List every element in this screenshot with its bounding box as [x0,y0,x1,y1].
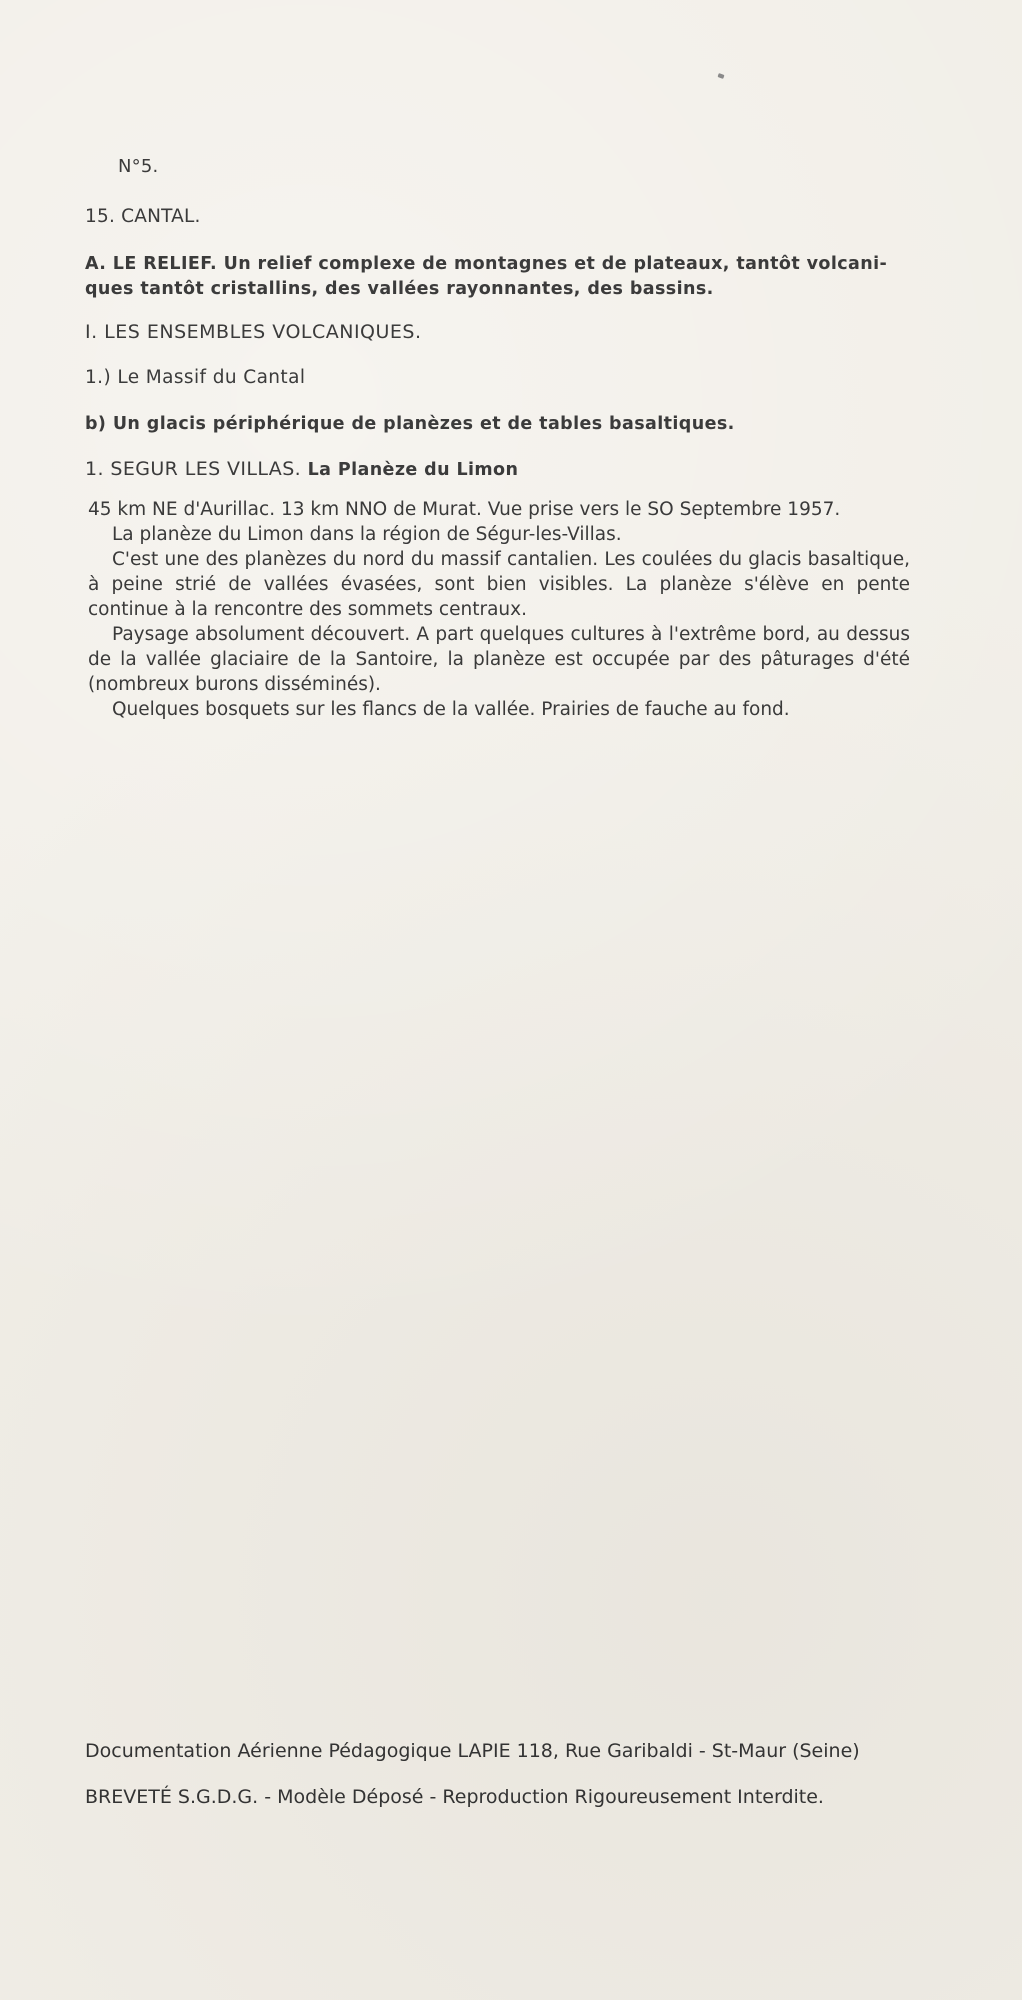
photo-name: La Planèze du Limon [307,460,519,480]
footer-copyright: BREVETÉ S.G.D.G. - Modèle Déposé - Reproduction Rigoureusement Interdite. [85,1786,824,1808]
massif-heading: 1.) Le Massif du Cantal [85,367,306,388]
section-a-title: A. LE RELIEF. [85,254,218,274]
subsection-heading: I. LES ENSEMBLES VOLCANIQUES. [85,321,422,343]
section-a-text-2: ques tantôt cristallins, des vallées rayonnantes, des bassins. [85,279,714,299]
photo-title [85,458,518,480]
description-paragraph-3: Paysage absolument découvert. A part quelques cultures à l'extrême bord, au dessus de la vallée glaciaire de la Santoire, la planèze est occupée par des pâturages d'été (nombreux burons disséminés). [88,624,910,695]
region-heading: 15. CANTAL. [85,206,201,227]
section-a-line-1 [85,254,887,274]
section-a-text-1: Un relief complexe de montagnes et de plateaux, tantôt volcani- [223,254,888,274]
sheet-number: N°5. [118,156,159,177]
footer-publisher: Documentation Aérienne Pédagogique LAPIE 118, Rue Garibaldi - St-Maur (Seine) [85,1740,860,1762]
photo-place: 1. SEGUR LES VILLAS. [85,458,302,480]
glacis-heading: b) Un glacis périphérique de planèzes et de tables basaltiques. [85,414,735,434]
photo-description [88,497,910,722]
location-text: 45 km NE d'Aurillac. 13 km NNO de Murat. Vue prise vers le SO Septembre 1957. [88,499,841,520]
description-paragraph-4: Quelques bosquets sur les flancs de la vallée. Prairies de fauche au fond. [112,699,790,720]
description-paragraph-1: La planèze du Limon dans la région de Ségur-les-Villas. [112,524,622,545]
stray-mark [717,73,724,79]
description-paragraph-2: C'est une des planèzes du nord du massif cantalien. Les coulées du glacis basaltique, à peine strié de vallées évasées, sont bien visibles. La planèze s'élève en pente continue à la rencontre des sommets centraux. [88,549,910,620]
